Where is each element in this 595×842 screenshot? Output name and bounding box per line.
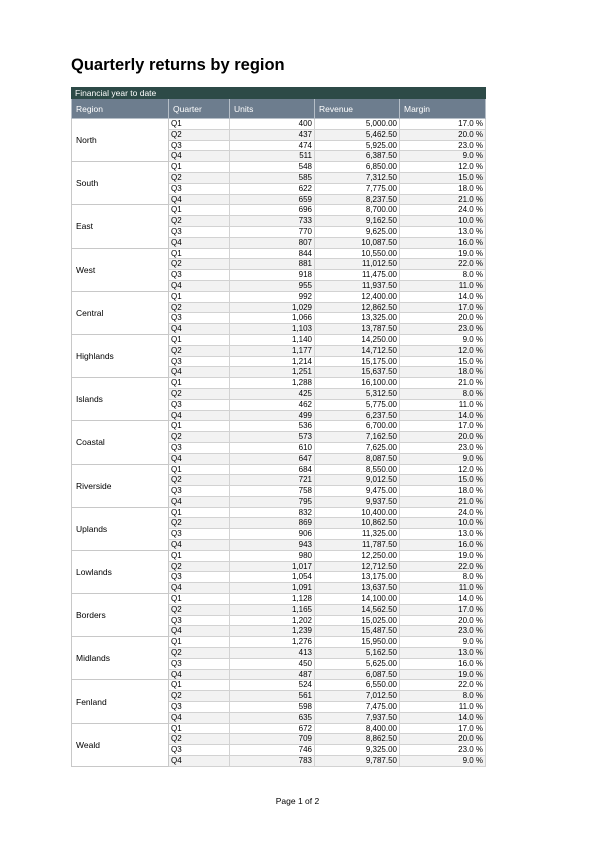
margin-cell: 8.0 % — [400, 270, 486, 281]
region-cell: Lowlands — [72, 550, 169, 593]
table-row — [72, 205, 486, 216]
revenue-cell: 5,312.50 — [315, 388, 400, 399]
units-cell: 709 — [230, 734, 315, 745]
revenue-cell: 10,550.00 — [315, 248, 400, 259]
units-cell: 758 — [230, 486, 315, 497]
region-cell: Riverside — [72, 464, 169, 507]
quarter-cell: Q3 — [169, 399, 230, 410]
revenue-cell: 9,012.50 — [315, 475, 400, 486]
units-cell: 1,103 — [230, 324, 315, 335]
margin-cell: 20.0 % — [400, 734, 486, 745]
units-cell: 721 — [230, 475, 315, 486]
table-row — [72, 507, 486, 518]
quarter-cell: Q4 — [169, 237, 230, 248]
margin-cell: 23.0 % — [400, 442, 486, 453]
region-cell: Midlands — [72, 637, 169, 680]
units-cell: 1,054 — [230, 572, 315, 583]
quarter-cell: Q2 — [169, 172, 230, 183]
margin-cell: 18.0 % — [400, 367, 486, 378]
units-cell: 795 — [230, 496, 315, 507]
margin-cell: 14.0 % — [400, 712, 486, 723]
table-header-row — [72, 99, 486, 119]
revenue-cell: 14,562.50 — [315, 604, 400, 615]
revenue-cell: 10,862.50 — [315, 518, 400, 529]
margin-cell: 22.0 % — [400, 680, 486, 691]
region-cell: Fenland — [72, 680, 169, 723]
quarter-cell: Q3 — [169, 270, 230, 281]
units-cell: 906 — [230, 529, 315, 540]
revenue-cell: 14,712.50 — [315, 345, 400, 356]
units-cell: 511 — [230, 151, 315, 162]
margin-cell: 20.0 % — [400, 615, 486, 626]
margin-cell: 17.0 % — [400, 421, 486, 432]
margin-cell: 14.0 % — [400, 410, 486, 421]
units-cell: 647 — [230, 453, 315, 464]
quarter-cell: Q1 — [169, 464, 230, 475]
margin-cell: 19.0 % — [400, 550, 486, 561]
revenue-cell: 11,325.00 — [315, 529, 400, 540]
units-cell: 622 — [230, 183, 315, 194]
revenue-cell: 8,400.00 — [315, 723, 400, 734]
units-cell: 733 — [230, 216, 315, 227]
quarter-cell: Q3 — [169, 572, 230, 583]
revenue-cell: 6,850.00 — [315, 162, 400, 173]
margin-cell: 12.0 % — [400, 345, 486, 356]
quarter-cell: Q2 — [169, 475, 230, 486]
revenue-cell: 10,400.00 — [315, 507, 400, 518]
quarter-cell: Q4 — [169, 194, 230, 205]
table-row — [72, 637, 486, 648]
revenue-cell: 7,775.00 — [315, 183, 400, 194]
table-row — [72, 162, 486, 173]
table-row — [72, 248, 486, 259]
quarter-cell: Q3 — [169, 356, 230, 367]
units-cell: 832 — [230, 507, 315, 518]
margin-cell: 9.0 % — [400, 334, 486, 345]
quarter-cell: Q4 — [169, 151, 230, 162]
margin-cell: 12.0 % — [400, 464, 486, 475]
units-cell: 585 — [230, 172, 315, 183]
quarter-cell: Q3 — [169, 442, 230, 453]
revenue-cell: 13,175.00 — [315, 572, 400, 583]
margin-cell: 16.0 % — [400, 658, 486, 669]
region-cell: East — [72, 205, 169, 248]
quarter-cell: Q2 — [169, 345, 230, 356]
revenue-cell: 5,925.00 — [315, 140, 400, 151]
region-cell: West — [72, 248, 169, 291]
quarter-cell: Q2 — [169, 432, 230, 443]
revenue-cell: 9,325.00 — [315, 745, 400, 756]
revenue-cell: 8,700.00 — [315, 205, 400, 216]
units-cell: 561 — [230, 691, 315, 702]
units-cell: 1,165 — [230, 604, 315, 615]
margin-cell: 21.0 % — [400, 194, 486, 205]
units-cell: 462 — [230, 399, 315, 410]
quarter-cell: Q2 — [169, 604, 230, 615]
margin-cell: 17.0 % — [400, 302, 486, 313]
page-footer: Page 1 of 2 — [275, 796, 320, 806]
revenue-cell: 7,475.00 — [315, 702, 400, 713]
units-cell: 413 — [230, 648, 315, 659]
quarter-cell: Q2 — [169, 561, 230, 572]
quarter-cell: Q4 — [169, 453, 230, 464]
units-cell: 807 — [230, 237, 315, 248]
units-cell: 881 — [230, 259, 315, 270]
table-row — [72, 550, 486, 561]
units-cell: 696 — [230, 205, 315, 216]
revenue-cell: 15,637.50 — [315, 367, 400, 378]
revenue-cell: 6,550.00 — [315, 680, 400, 691]
quarter-cell: Q2 — [169, 216, 230, 227]
region-cell: Coastal — [72, 421, 169, 464]
revenue-cell: 5,775.00 — [315, 399, 400, 410]
region-cell: Highlands — [72, 334, 169, 377]
margin-cell: 13.0 % — [400, 529, 486, 540]
units-cell: 980 — [230, 550, 315, 561]
region-cell: Islands — [72, 378, 169, 421]
quarter-cell: Q3 — [169, 702, 230, 713]
table-row — [72, 421, 486, 432]
margin-cell: 17.0 % — [400, 119, 486, 130]
revenue-cell: 7,937.50 — [315, 712, 400, 723]
units-cell: 536 — [230, 421, 315, 432]
revenue-cell: 15,950.00 — [315, 637, 400, 648]
units-cell: 672 — [230, 723, 315, 734]
table-row — [72, 291, 486, 302]
margin-cell: 11.0 % — [400, 583, 486, 594]
quarter-cell: Q1 — [169, 637, 230, 648]
table-row — [72, 594, 486, 605]
table-row — [72, 334, 486, 345]
page-title: Quarterly returns by region — [71, 56, 285, 74]
table-row — [72, 723, 486, 734]
margin-cell: 9.0 % — [400, 637, 486, 648]
table-body — [72, 119, 486, 767]
revenue-cell: 7,012.50 — [315, 691, 400, 702]
units-cell: 487 — [230, 669, 315, 680]
column-header-units: Units — [230, 99, 315, 119]
units-cell: 1,276 — [230, 637, 315, 648]
quarter-cell: Q1 — [169, 205, 230, 216]
margin-cell: 23.0 % — [400, 745, 486, 756]
revenue-cell: 13,637.50 — [315, 583, 400, 594]
units-cell: 635 — [230, 712, 315, 723]
revenue-cell: 9,787.50 — [315, 756, 400, 767]
units-cell: 474 — [230, 140, 315, 151]
margin-cell: 19.0 % — [400, 248, 486, 259]
column-header-revenue: Revenue — [315, 99, 400, 119]
margin-cell: 18.0 % — [400, 183, 486, 194]
quarter-cell: Q3 — [169, 140, 230, 151]
quarter-cell: Q3 — [169, 183, 230, 194]
quarter-cell: Q1 — [169, 507, 230, 518]
revenue-cell: 13,787.50 — [315, 324, 400, 335]
revenue-cell: 7,312.50 — [315, 172, 400, 183]
quarter-cell: Q1 — [169, 119, 230, 130]
quarter-cell: Q4 — [169, 324, 230, 335]
revenue-cell: 6,237.50 — [315, 410, 400, 421]
table-row — [72, 680, 486, 691]
units-cell: 1,177 — [230, 345, 315, 356]
revenue-cell: 12,712.50 — [315, 561, 400, 572]
units-cell: 1,251 — [230, 367, 315, 378]
revenue-cell: 6,387.50 — [315, 151, 400, 162]
region-cell: Central — [72, 291, 169, 334]
region-cell: Uplands — [72, 507, 169, 550]
margin-cell: 23.0 % — [400, 626, 486, 637]
margin-cell: 21.0 % — [400, 496, 486, 507]
quarter-cell: Q1 — [169, 378, 230, 389]
margin-cell: 15.0 % — [400, 356, 486, 367]
units-cell: 783 — [230, 756, 315, 767]
margin-cell: 14.0 % — [400, 291, 486, 302]
table-row — [72, 378, 486, 389]
quarter-cell: Q4 — [169, 712, 230, 723]
revenue-cell: 14,250.00 — [315, 334, 400, 345]
revenue-cell: 7,162.50 — [315, 432, 400, 443]
column-header-quarter: Quarter — [169, 99, 230, 119]
quarter-cell: Q2 — [169, 388, 230, 399]
region-cell: Borders — [72, 594, 169, 637]
revenue-cell: 12,250.00 — [315, 550, 400, 561]
quarter-cell: Q3 — [169, 615, 230, 626]
units-cell: 524 — [230, 680, 315, 691]
margin-cell: 11.0 % — [400, 702, 486, 713]
quarter-cell: Q3 — [169, 226, 230, 237]
revenue-cell: 11,475.00 — [315, 270, 400, 281]
margin-cell: 11.0 % — [400, 399, 486, 410]
margin-cell: 19.0 % — [400, 669, 486, 680]
margin-cell: 15.0 % — [400, 172, 486, 183]
margin-cell: 16.0 % — [400, 540, 486, 551]
revenue-cell: 15,175.00 — [315, 356, 400, 367]
revenue-cell: 9,475.00 — [315, 486, 400, 497]
units-cell: 659 — [230, 194, 315, 205]
margin-cell: 20.0 % — [400, 432, 486, 443]
region-cell: North — [72, 119, 169, 162]
margin-cell: 18.0 % — [400, 486, 486, 497]
margin-cell: 22.0 % — [400, 259, 486, 270]
units-cell: 1,017 — [230, 561, 315, 572]
units-cell: 425 — [230, 388, 315, 399]
units-cell: 437 — [230, 129, 315, 140]
returns-table — [71, 87, 486, 767]
quarter-cell: Q3 — [169, 486, 230, 497]
units-cell: 869 — [230, 518, 315, 529]
column-header-region: Region — [72, 99, 169, 119]
margin-cell: 13.0 % — [400, 648, 486, 659]
table-banner: Financial year to date — [72, 88, 486, 99]
units-cell: 598 — [230, 702, 315, 713]
margin-cell: 12.0 % — [400, 162, 486, 173]
revenue-cell: 14,100.00 — [315, 594, 400, 605]
quarter-cell: Q2 — [169, 648, 230, 659]
margin-cell: 15.0 % — [400, 475, 486, 486]
revenue-cell: 10,087.50 — [315, 237, 400, 248]
quarter-cell: Q1 — [169, 594, 230, 605]
margin-cell: 20.0 % — [400, 129, 486, 140]
table-row — [72, 119, 486, 130]
region-cell: South — [72, 162, 169, 205]
revenue-cell: 8,237.50 — [315, 194, 400, 205]
margin-cell: 9.0 % — [400, 756, 486, 767]
margin-cell: 20.0 % — [400, 313, 486, 324]
margin-cell: 17.0 % — [400, 723, 486, 734]
units-cell: 1,091 — [230, 583, 315, 594]
revenue-cell: 5,625.00 — [315, 658, 400, 669]
quarter-cell: Q1 — [169, 723, 230, 734]
quarter-cell: Q1 — [169, 291, 230, 302]
units-cell: 943 — [230, 540, 315, 551]
margin-cell: 24.0 % — [400, 507, 486, 518]
revenue-cell: 8,862.50 — [315, 734, 400, 745]
quarter-cell: Q3 — [169, 745, 230, 756]
quarter-cell: Q2 — [169, 734, 230, 745]
quarter-cell: Q4 — [169, 583, 230, 594]
quarter-cell: Q3 — [169, 658, 230, 669]
units-cell: 684 — [230, 464, 315, 475]
quarter-cell: Q1 — [169, 334, 230, 345]
quarter-cell: Q4 — [169, 756, 230, 767]
revenue-cell: 15,025.00 — [315, 615, 400, 626]
units-cell: 746 — [230, 745, 315, 756]
units-cell: 400 — [230, 119, 315, 130]
quarter-cell: Q4 — [169, 669, 230, 680]
units-cell: 1,239 — [230, 626, 315, 637]
revenue-cell: 8,087.50 — [315, 453, 400, 464]
revenue-cell: 5,162.50 — [315, 648, 400, 659]
margin-cell: 22.0 % — [400, 561, 486, 572]
column-header-margin: Margin — [400, 99, 486, 119]
quarter-cell: Q1 — [169, 550, 230, 561]
units-cell: 770 — [230, 226, 315, 237]
margin-cell: 8.0 % — [400, 691, 486, 702]
quarter-cell: Q4 — [169, 626, 230, 637]
margin-cell: 14.0 % — [400, 594, 486, 605]
revenue-cell: 8,550.00 — [315, 464, 400, 475]
units-cell: 610 — [230, 442, 315, 453]
quarter-cell: Q1 — [169, 162, 230, 173]
units-cell: 1,214 — [230, 356, 315, 367]
units-cell: 548 — [230, 162, 315, 173]
revenue-cell: 9,625.00 — [315, 226, 400, 237]
margin-cell: 16.0 % — [400, 237, 486, 248]
revenue-cell: 9,162.50 — [315, 216, 400, 227]
margin-cell: 23.0 % — [400, 140, 486, 151]
margin-cell: 10.0 % — [400, 518, 486, 529]
revenue-cell: 7,625.00 — [315, 442, 400, 453]
revenue-cell: 12,862.50 — [315, 302, 400, 313]
revenue-cell: 11,787.50 — [315, 540, 400, 551]
quarter-cell: Q4 — [169, 496, 230, 507]
quarter-cell: Q1 — [169, 421, 230, 432]
margin-cell: 24.0 % — [400, 205, 486, 216]
revenue-cell: 12,400.00 — [315, 291, 400, 302]
revenue-cell: 11,012.50 — [315, 259, 400, 270]
table-row — [72, 464, 486, 475]
revenue-cell: 6,087.50 — [315, 669, 400, 680]
quarter-cell: Q1 — [169, 680, 230, 691]
margin-cell: 8.0 % — [400, 388, 486, 399]
margin-cell: 11.0 % — [400, 280, 486, 291]
quarter-cell: Q4 — [169, 410, 230, 421]
units-cell: 499 — [230, 410, 315, 421]
units-cell: 1,288 — [230, 378, 315, 389]
revenue-cell: 15,487.50 — [315, 626, 400, 637]
quarter-cell: Q2 — [169, 259, 230, 270]
units-cell: 1,066 — [230, 313, 315, 324]
margin-cell: 10.0 % — [400, 216, 486, 227]
quarter-cell: Q2 — [169, 691, 230, 702]
units-cell: 1,128 — [230, 594, 315, 605]
quarter-cell: Q2 — [169, 302, 230, 313]
region-cell: Weald — [72, 723, 169, 766]
revenue-cell: 6,700.00 — [315, 421, 400, 432]
margin-cell: 21.0 % — [400, 378, 486, 389]
quarter-cell: Q2 — [169, 129, 230, 140]
quarter-cell: Q3 — [169, 529, 230, 540]
revenue-cell: 5,462.50 — [315, 129, 400, 140]
units-cell: 918 — [230, 270, 315, 281]
quarter-cell: Q4 — [169, 540, 230, 551]
margin-cell: 9.0 % — [400, 151, 486, 162]
quarter-cell: Q4 — [169, 367, 230, 378]
margin-cell: 9.0 % — [400, 453, 486, 464]
margin-cell: 8.0 % — [400, 572, 486, 583]
revenue-cell: 11,937.50 — [315, 280, 400, 291]
units-cell: 844 — [230, 248, 315, 259]
units-cell: 1,202 — [230, 615, 315, 626]
margin-cell: 23.0 % — [400, 324, 486, 335]
units-cell: 573 — [230, 432, 315, 443]
margin-cell: 17.0 % — [400, 604, 486, 615]
revenue-cell: 13,325.00 — [315, 313, 400, 324]
revenue-cell: 16,100.00 — [315, 378, 400, 389]
units-cell: 1,140 — [230, 334, 315, 345]
quarter-cell: Q1 — [169, 248, 230, 259]
revenue-cell: 5,000.00 — [315, 119, 400, 130]
units-cell: 955 — [230, 280, 315, 291]
units-cell: 1,029 — [230, 302, 315, 313]
margin-cell: 13.0 % — [400, 226, 486, 237]
quarter-cell: Q4 — [169, 280, 230, 291]
units-cell: 992 — [230, 291, 315, 302]
revenue-cell: 9,937.50 — [315, 496, 400, 507]
quarter-cell: Q2 — [169, 518, 230, 529]
quarter-cell: Q3 — [169, 313, 230, 324]
units-cell: 450 — [230, 658, 315, 669]
